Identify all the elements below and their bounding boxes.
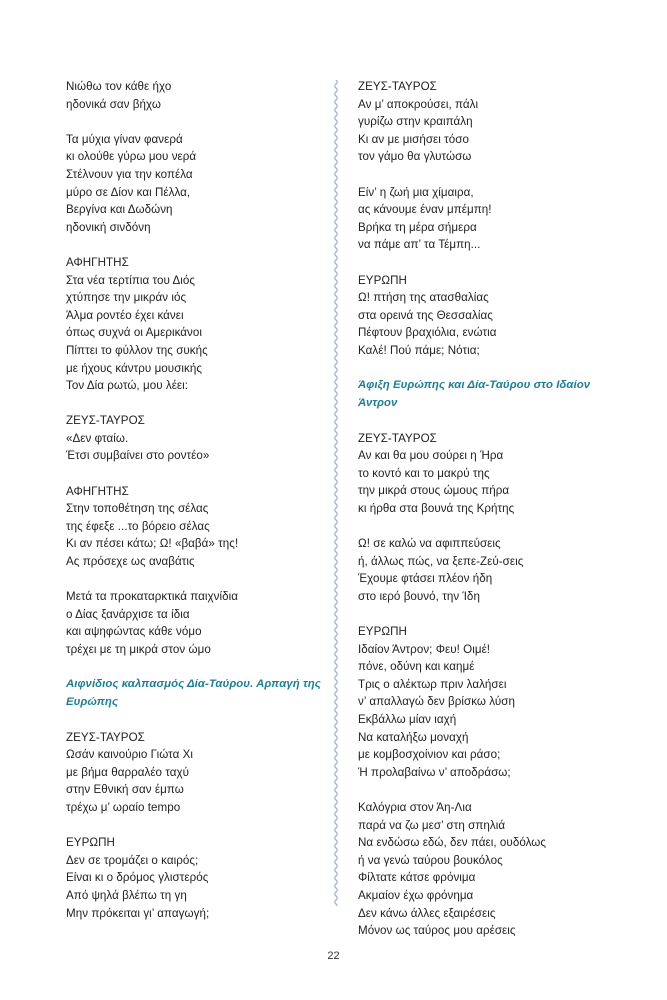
- verse-line: ΖΕΥΣ-ΤΑΥΡΟΣ: [66, 730, 145, 744]
- verse-line: στα ορεινά της Θεσσαλίας: [358, 308, 493, 322]
- heading-line: Αιφνίδιος καλπασμός Δία-Ταύρου. Αρπαγή της: [66, 678, 321, 691]
- verse-line: Βεργίνα και Δωδώνη: [66, 203, 173, 217]
- verse-line: ή, άλλως πώς, να ξεπε-Ζεύ-σεις: [358, 554, 524, 568]
- stanza: [358, 799, 628, 940]
- verse-line: ΕΥΡΩΠΗ: [358, 625, 407, 639]
- verse-line: Μην πρόκειται γι’ απαγωγή;: [66, 906, 210, 920]
- verse-line: Να ενδώσω εδώ, δεν πάει, ουδόλως: [358, 836, 547, 850]
- verse-line: ηδονικά σαν βήχω: [66, 97, 161, 111]
- verse-line: ή να γενώ ταύρου βουκόλος: [358, 853, 503, 867]
- verse-line: Βρήκα τη μέρα σήμερα: [358, 220, 477, 234]
- heading-line: Ευρώπης: [66, 695, 119, 708]
- verse-line: και αψηφώντας κάθε νόμο: [66, 625, 202, 639]
- stanza: [66, 483, 316, 571]
- verse-line: στην Εθνική σαν έμπω: [66, 783, 184, 797]
- stanza: [358, 78, 628, 166]
- wavy-column-divider: [332, 80, 340, 906]
- verse-line: το κοντό και το μακρύ της: [358, 466, 490, 480]
- verse-line: Ας πρόσεχε ως αναβάτις: [66, 555, 195, 569]
- verse-line: Ή προλαβαίνω ν’ αποδράσω;: [358, 765, 511, 779]
- verse-line: Μετά τα προκαταρκτικά παιχνίδια: [66, 590, 239, 604]
- verse-line: με κομβοσχοίνιον και ράσο;: [358, 748, 501, 762]
- verse-line: ΖΕΥΣ-ΤΑΥΡΟΣ: [358, 80, 437, 93]
- stanza: [358, 430, 628, 518]
- verse-line: στο ιερό βουνό, την Ίδη: [358, 589, 480, 603]
- verse-line: ηδονική σινδόνη: [66, 220, 151, 234]
- divider-wave-path: [335, 80, 338, 906]
- verse-line: Από ψηλά βλέπω τη γη: [66, 888, 187, 902]
- verse-line: Στα νέα τερτίπια του Διός: [66, 273, 196, 287]
- stanza: [358, 623, 628, 781]
- verse-line: Εκβάλλω μίαν ιαχή: [358, 713, 457, 726]
- verse-line: τον γάμο θα γλυτώσω: [358, 150, 472, 164]
- verse-line: Δεν σε τρομάζει ο καιρός;: [66, 853, 199, 867]
- verse-line: Τον Δία ρωτώ, μου λέει:: [66, 379, 189, 393]
- verse-line: χτύπησε την μικράν ιός: [66, 291, 187, 305]
- verse-line: Μόνον ως ταύρος μου αρέσεις: [358, 924, 516, 938]
- verse-line: Να καταλήξω μοναχή: [358, 730, 469, 744]
- verse-line: Είν’ η ζωή μια χίμαιρα,: [358, 185, 474, 199]
- verse-line: Στέλνουν για την κοπέλα: [66, 167, 193, 181]
- verse-line: Πέφτουν βραχιόλια, ενώτια: [358, 326, 497, 340]
- stanza: [66, 729, 316, 817]
- verse-line: Ω! σε καλώ να αφιππεύσεις: [358, 537, 501, 551]
- stanza: [358, 272, 628, 360]
- verse-line: μύρο σε Δίον και Πέλλα,: [66, 185, 191, 199]
- verse-line: με βήμα θαρραλέο ταχύ: [66, 765, 190, 779]
- stanza: [66, 834, 316, 922]
- section-heading: [358, 377, 628, 412]
- verse-line: Τα μύχια γίναν φανερά: [66, 132, 183, 146]
- verse-line: Αν μ’ αποκρούσει, πάλι: [358, 97, 479, 111]
- verse-line: ας κάνουμε έναν μπέμπη!: [358, 203, 492, 217]
- verse-line: Έχουμε φτάσει πλέον ήδη: [358, 572, 493, 586]
- verse-line: κι ήρθα στα βουνά της Κρήτης: [358, 501, 515, 515]
- stanza: [358, 535, 628, 605]
- verse-line: Ω! πτήση της ατασθαλίας: [358, 291, 489, 305]
- verse-line: Ακμαίον έχω φρόνημα: [358, 888, 474, 902]
- stanza: [66, 78, 316, 113]
- verse-line: ν’ απαλλαγώ δεν βρίσκω λύση: [358, 695, 515, 709]
- verse-line: Ιδαίον Άντρον; Φευ! Οιμέ!: [358, 642, 491, 656]
- verse-line: κι ολούθε γύρω μου νερά: [66, 150, 197, 164]
- verse-line: με ήχους κάντρυ μουσικής: [66, 361, 203, 375]
- verse-line: τρέχω μ’ ωραίο tempo: [66, 800, 181, 814]
- right-column: [358, 78, 628, 957]
- verse-line: Φίλτατε κάτσε φρόνιμα: [358, 871, 476, 885]
- stanza: [66, 412, 316, 465]
- heading-line: Άντρον: [358, 396, 398, 409]
- verse-line: ΖΕΥΣ-ΤΑΥΡΟΣ: [66, 414, 145, 428]
- verse-line: Καλόγρια στον Άη-Λια: [358, 800, 472, 814]
- stanza: [66, 131, 316, 237]
- verse-line: να πάμε απ’ τα Τέμπη...: [358, 238, 481, 252]
- verse-line: γυρίζω στην κραιπάλη: [358, 115, 473, 129]
- verse-line: «Δεν φταίω.: [66, 431, 129, 445]
- left-column: [66, 78, 321, 940]
- verse-line: Ωσάν καινούριο Γιώτα Χι: [66, 748, 194, 762]
- verse-line: Κι αν με μισήσει τόσο: [358, 132, 469, 146]
- verse-line: της έφεξε ...το βόρειο σέλας: [66, 519, 210, 533]
- verse-line: Τρις ο αλέκτωρ πριν λαλήσει: [358, 677, 507, 691]
- verse-line: όπως συχνά οι Αμερικάνοι: [66, 326, 203, 340]
- verse-line: τρέχει με τη μικρά στον ώμο: [66, 643, 211, 656]
- verse-line: την μικρά στους ώμους πήρα: [358, 484, 510, 498]
- verse-line: ο Δίας ξανάρχισε τα ίδια: [66, 607, 190, 621]
- verse-line: Κι αν πέσει κάτω; Ω! «βαβά» της!: [66, 537, 239, 551]
- verse-line: ΕΥΡΩΠΗ: [66, 836, 115, 850]
- verse-line: ΕΥΡΩΠΗ: [358, 273, 407, 287]
- heading-line: Άφιξη Ευρώπης και Δία-Ταύρου στο Ιδαίον: [358, 379, 591, 392]
- stanza: [66, 254, 316, 395]
- stanza: [66, 588, 316, 658]
- section-heading: [66, 676, 321, 711]
- verse-line: Πίπτει το φύλλον της συκής: [66, 343, 208, 357]
- verse-line: ΖΕΥΣ-ΤΑΥΡΟΣ: [358, 431, 437, 445]
- verse-line: Άλμα ροντέο έχει κάνει: [66, 308, 184, 322]
- verse-line: Καλέ! Πού πάμε; Νότια;: [358, 343, 480, 357]
- verse-line: ΑΦΗΓΗΤΗΣ: [66, 255, 129, 269]
- verse-line: παρά να ζω μεσ’ στη σπηλιά: [358, 818, 506, 832]
- verse-line: πόνε, οδύνη και καημέ: [358, 660, 475, 674]
- verse-line: Είναι κι ο δρόμος γλιστερός: [66, 871, 209, 885]
- page-number: 22: [327, 950, 340, 962]
- verse-line: ΑΦΗΓΗΤΗΣ: [66, 484, 129, 498]
- stanza: [358, 184, 628, 254]
- verse-line: Αν και θα μου σούρει η Ήρα: [358, 449, 504, 463]
- verse-line: Στην τοποθέτηση της σέλας: [66, 502, 209, 516]
- verse-line: Δεν κάνω άλλες εξαιρέσεις: [358, 906, 496, 920]
- verse-line: Έτσι συμβαίνει στο ροντέο»: [66, 449, 210, 463]
- verse-line: Νιώθω τον κάθε ήχο: [66, 80, 172, 93]
